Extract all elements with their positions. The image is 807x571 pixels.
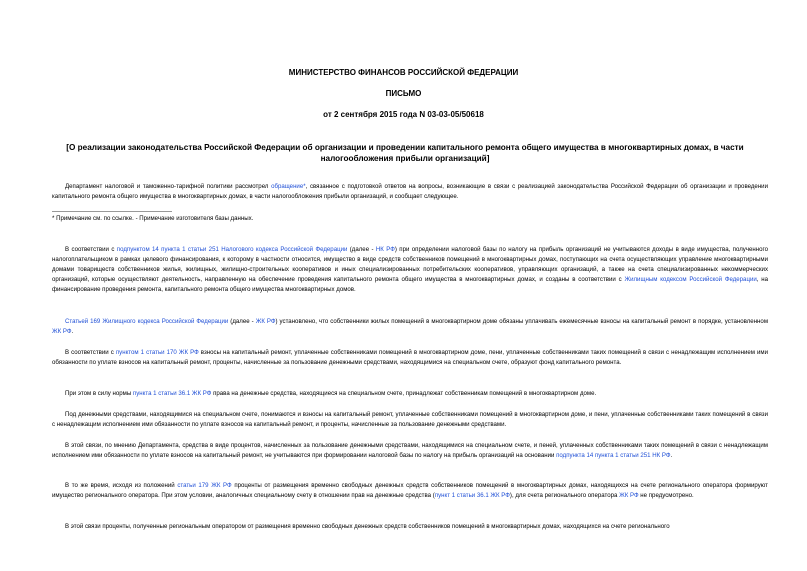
paragraph-7 <box>52 481 768 501</box>
paragraph-2 <box>52 317 768 337</box>
link-housing-code[interactable]: Жилищным кодексом Российской Федерации <box>624 276 757 283</box>
text: В соответствии с <box>65 246 117 253</box>
link-nk-rf[interactable]: НК РФ <box>375 246 395 253</box>
text: ) установлено, что собственники жилых помещений в многоквартирном доме обязаны уплачивать ежемесячные взносы на капитальный ремонт в порядке, установленном <box>275 318 769 325</box>
link-request[interactable]: обращение* <box>271 183 306 190</box>
text: . <box>670 452 673 459</box>
paragraph-4 <box>52 389 768 399</box>
document-type: ПИСЬМО <box>385 89 422 98</box>
link-article-179[interactable]: статьи 179 ЖК РФ <box>177 482 232 489</box>
text: взносы на капитальный ремонт, уплаченные собственниками помещений в многоквартирном доме, пени, уплаченные собственниками таких помещений в связи с ненадлежащим исполнением ими обязанности по уплате взносов на капитальный ремонт, проценты, начисленные за пользование денежными средствами, находящимися на специальном счете, образуют фонд капитального ремонта. <box>52 349 768 366</box>
text: (далее - <box>228 318 256 325</box>
text: В этой связи, по мнению Департамента, средства в виде процентов, начисленных за пользование денежными средствами, находящимися на специальном счете, и пеней, уплаченных собственниками таких помещений в связи с ненадлежащим исполнением ими обязанности по уплате взносов на капитальный ремонт, не учитываются при формировании налоговой базы по налогу на прибыль организаций на основании <box>52 442 768 459</box>
text: (далее - <box>347 246 376 253</box>
ministry-heading: МИНИСТЕРСТВО ФИНАНСОВ РОССИЙСКОЙ ФЕДЕРАЦИИ <box>288 68 519 77</box>
text: В этой связи проценты, полученные региональным оператором от размещения временно свободных денежных средств собственников помещений в многоквартирных домах, находящихся на счете регионального <box>65 523 670 530</box>
footnote: * Примечание см. по ссылке. - Примечание изготовителя базы данных. <box>52 215 254 222</box>
link-tax-code-251[interactable]: подпункта 14 пункта 1 статьи 251 НК РФ <box>556 452 671 459</box>
text: , связанное с подготовкой ответов на вопросы, возникающие в связи с реализацией законодательства Российской Федерации об организации и проведении капитального ремонта общего имущества в многоквартирных домах, в части налогообложения прибыли организаций, и сообщает следующее. <box>52 183 768 200</box>
link-zhk-rf[interactable]: ЖК РФ <box>255 318 276 325</box>
link-article-170[interactable]: пунктом 1 статьи 170 ЖК РФ <box>115 349 199 356</box>
paragraph-3 <box>52 348 768 368</box>
paragraph-8 <box>52 522 768 532</box>
document-subject: [О реализации законодательства Российской Федерации об организации и проведении капитального ремонта общего имущества в многоквартирных домах, в части налогообложения прибыли организаций] <box>66 143 744 163</box>
link-zhk-rf[interactable]: ЖК РФ <box>619 492 639 499</box>
text: не предусмотрено. <box>638 492 694 499</box>
text: В то же время, исходя из положений <box>65 482 178 489</box>
text: ) при определении налоговой базы по налогу на прибыль организаций не учитываются доходы в виде имущества, полученного налогоплательщиком в рамках целевого финансирования, к которому в частности относится, имущество в виде средств собственников помещений в многоквартирных домах, поступающих на счета осуществляющих управление многоквартирными домами товариществ собственников жилья, жилищных, жилищно-строительных кооперативов и иных специализированных потребительских кооперативов, управляющих организаций, а также на счета специализированных некоммерческих организаций, которые осуществляют деятельность, направленную на обеспечение проведения капитального ремонта общего имущества в многоквартирных домах, и созданы в соответствии с <box>52 246 768 283</box>
text: проценты от размещения временно свободных денежных средств собственников помещений в многоквартирных домах, находящихся на счете регионального оператора формируют имущество регионального оператора. При этом условии, аналогичных специальному счету в отношении прав на денежные средства ( <box>52 482 768 499</box>
paragraph-6 <box>52 441 768 461</box>
link-article-36-1[interactable]: пункта 1 статьи 36.1 ЖК РФ <box>132 390 212 397</box>
paragraph-intro <box>52 182 768 202</box>
text: права на денежные средства, находящиеся на специальном счете, принадлежат собственникам помещений в многоквартирном доме. <box>211 390 597 397</box>
text: , на финансирование проведения ремонта, капитального ремонта общего имущества многоквартирных домов. <box>52 276 769 293</box>
document-date-number: от 2 сентября 2015 года N 03-03-05/50618 <box>323 110 484 119</box>
text: Под денежными средствами, находящимися на специальном счете, понимаются и взносы на капитальный ремонт, уплаченные собственниками помещений в многоквартирном доме, и пени, уплаченные собственниками таких помещений в связи с ненадлежащим исполнением ими обязанности по уплате взносов на капитальный ремонт, и проценты, начисленные за пользование денежными средствами. <box>52 411 768 428</box>
paragraph-1 <box>52 245 768 295</box>
paragraph-5 <box>52 410 768 430</box>
text: Департамент налоговой и таможенно-тарифной политики рассмотрел <box>65 183 272 190</box>
link-article-169[interactable]: Статьей 169 Жилищного кодекса Российской Федерации <box>65 318 229 325</box>
footnote-divider <box>52 211 172 212</box>
text: . <box>71 328 74 335</box>
text: В соответствии с <box>65 349 116 356</box>
link-article-36-1[interactable]: пункт 1 статьи 36.1 ЖК РФ <box>434 492 510 499</box>
text: ), для счета регионального оператора <box>509 492 620 499</box>
link-tax-code-251[interactable]: подпунктом 14 пункта 1 статьи 251 Налогового кодекса Российской Федерации <box>116 246 348 253</box>
text: При этом в силу нормы <box>65 390 133 397</box>
link-zhk-rf[interactable]: ЖК РФ <box>52 328 72 335</box>
